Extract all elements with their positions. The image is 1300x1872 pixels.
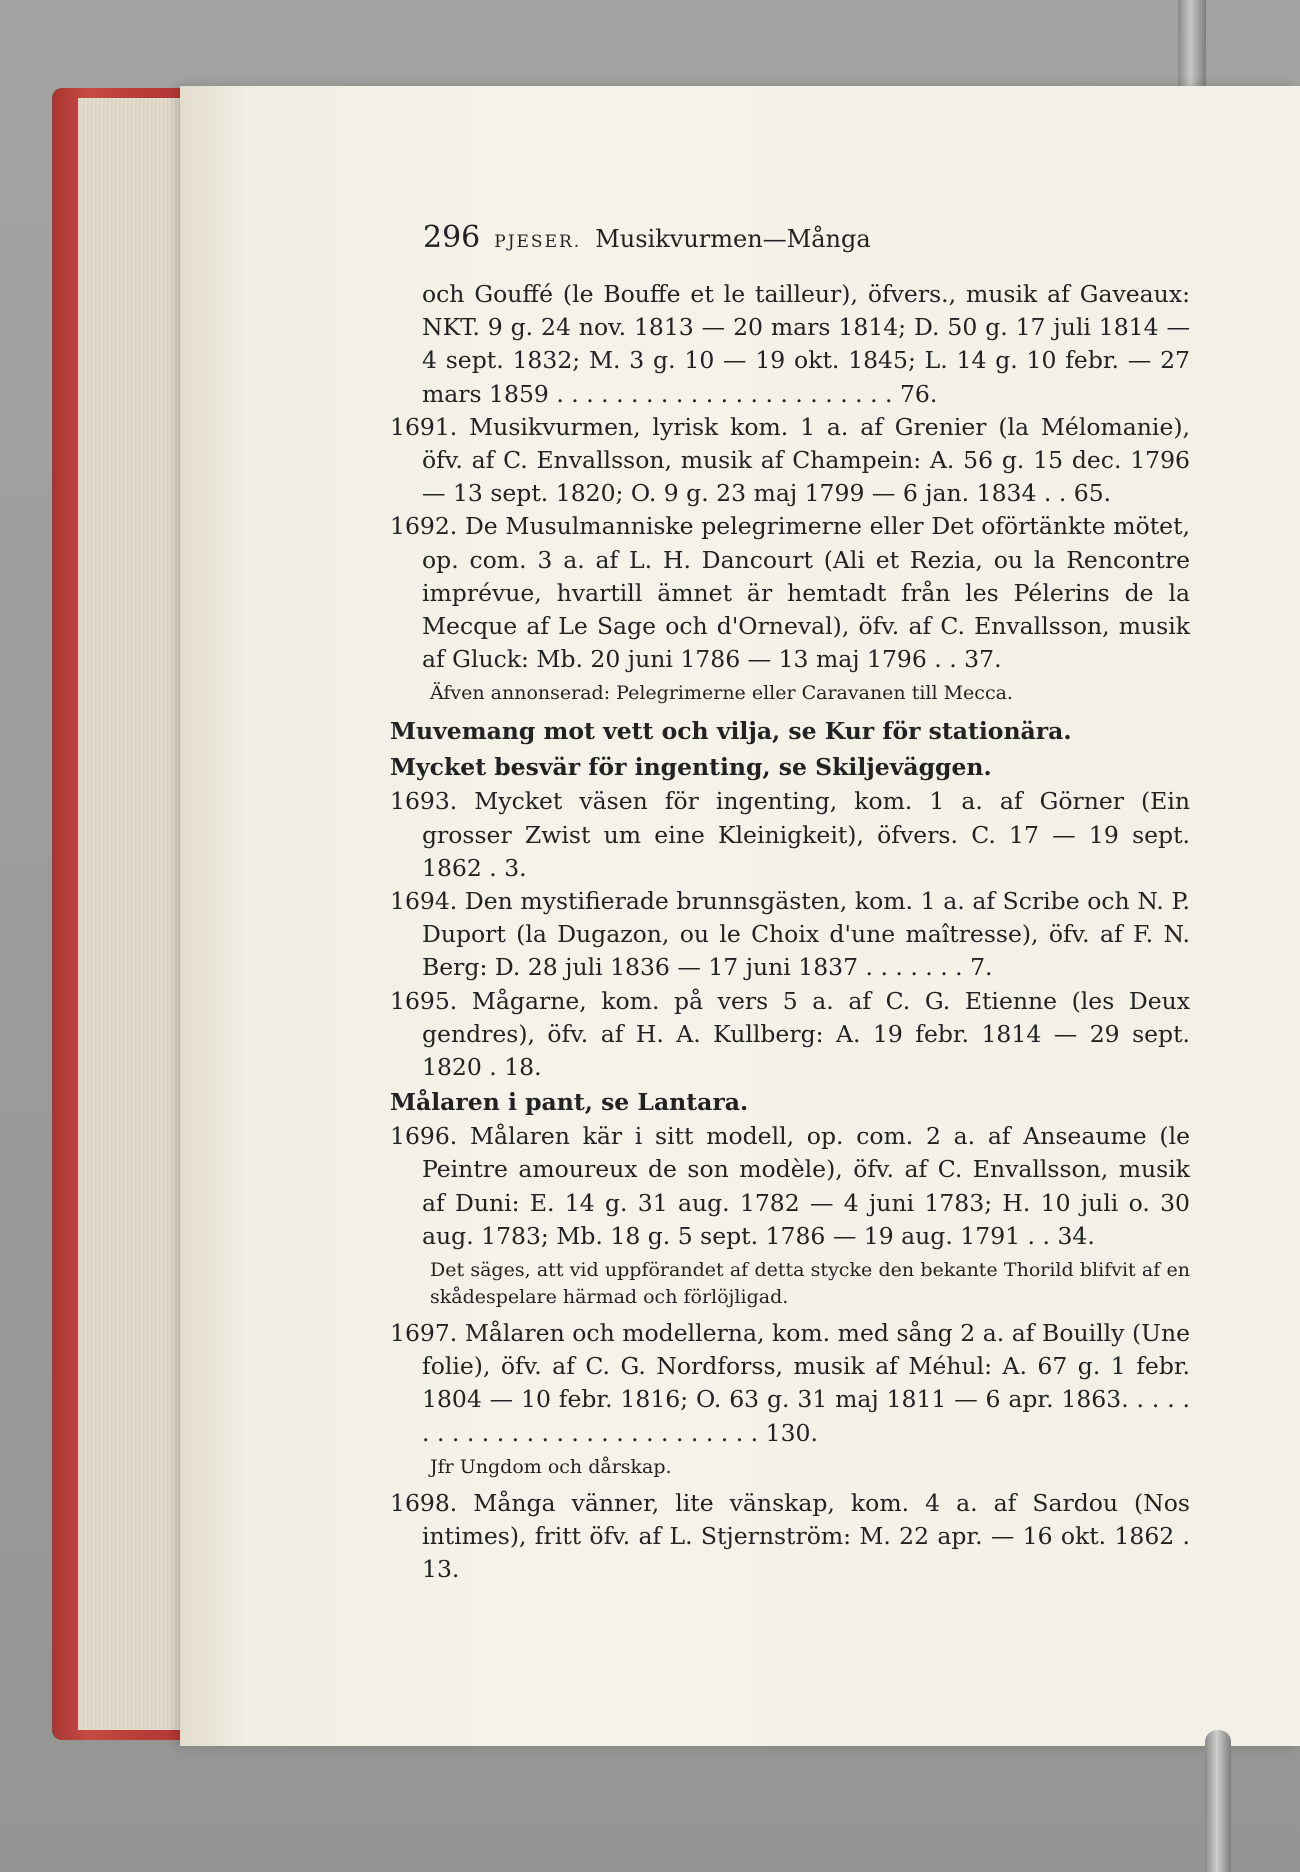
cross-reference: Mycket besvär för ingenting, se Skiljeväggen. (390, 753, 992, 782)
page-header (423, 220, 1190, 264)
page-number: 296 (423, 220, 481, 255)
entry-1694: 1694. Den mystifierade brunnsgästen, kom. 1 a. af Scribe och N. P. Duport (la Dugazon, ou le Choix d'une maîtresse), öfv. af F. N. Berg: D. 28 juli 1836 — 17 juni 1837 . . . . . . . 7. (390, 887, 1190, 982)
entry-1693: 1693. Mycket väsen för ingenting, kom. 1 a. af Görner (Ein grosser Zwist um eine Kleinigkeit), öfvers. C. 17 — 19 sept. 1862 . 3. (390, 787, 1190, 882)
entry-1690-continued: och Gouffé (le Bouffe et le tailleur), öfvers., musik af Gaveaux: NKT. 9 g. 24 nov. 1813 — 20 mars 1814; D. 50 g. 17 juli 1814 — 4 sept. 1832; M. 3 g. 10 — 19 okt. 1845; L. 14 g. 10 febr. — 27 mars 1859 . . . . . . . . . . . . . . . . . . . . . . . 76. (422, 280, 1190, 408)
cross-reference: Muvemang mot vett och vilja, se Kur för stationära. (390, 717, 1072, 746)
running-head-range: Musikvurmen—Många (595, 225, 871, 253)
running-head-section: PJESER. (494, 232, 582, 252)
entry-1697: 1697. Målaren och modellerna, kom. med sång 2 a. af Bouilly (Une folie), öfv. af C. G. Nordforss, musik af Méhul: A. 67 g. 1 febr. 1804 — 10 febr. 1816; O. 63 g. 31 maj 1811 — 6 apr. 1863. . . . . . . . . . . . . . . . . . . . . . . . . . . . 130. (390, 1319, 1190, 1447)
page-edges (78, 98, 188, 1730)
entry-1696: 1696. Målaren kär i sitt modell, op. com. 2 a. af Anseaume (le Peintre amoureux de son modèle), öfv. af C. Envallsson, musik af Duni: E. 14 g. 31 aug. 1782 — 4 juni 1783; H. 10 juli o. 30 aug. 1783; Mb. 18 g. 5 sept. 1786 — 19 aug. 1791 . . 34. (390, 1122, 1190, 1250)
page-text (390, 220, 1190, 1587)
cross-reference: Målaren i pant, se Lantara. (390, 1088, 749, 1117)
entry-1692: 1692. De Musulmanniske pelegrimerne eller Det oförtänkte mötet, op. com. 3 a. af L. H. Dancourt (Ali et Rezia, ou la Rencontre imprévue, hvartill ämnet är hemtadt från les Pélerins de la Mecque af Le Sage och d'Orneval), öfv. af C. Envallsson, musik af Gluck: Mb. 20 juni 1786 — 13 maj 1796 . . 37. (390, 512, 1190, 674)
note-1697: Jfr Ungdom och dårskap. (430, 1455, 672, 1478)
entry-1698: 1698. Många vänner, lite vänskap, kom. 4 a. af Sardou (Nos intimes), fritt öfv. af L. Stjernström: M. 22 apr. — 16 okt. 1862 . 13. (390, 1488, 1190, 1584)
entry-1691: 1691. Musikvurmen, lyrisk kom. 1 a. af Grenier (la Mélomanie), öfv. af C. Envallsson, musik af Champein: A. 56 g. 15 dec. 1796 — 13 sept. 1820; O. 9 g. 23 maj 1799 — 6 jan. 1834 . . 65. (390, 412, 1190, 508)
book-clip-bottom (1205, 1730, 1231, 1872)
entry-1695: 1695. Mågarne, kom. på vers 5 a. af C. G. Etienne (les Deux gendres), öfv. af H. A. Kullberg: A. 19 febr. 1814 — 29 sept. 1820 . 18. (390, 986, 1190, 1082)
note-1692: Äfven annonserad: Pelegrimerne eller Caravanen till Mecca. (430, 682, 1013, 705)
note-1696: Det säges, att vid uppförandet af detta stycke den bekante Thorild blifvit af en skådespelare härmad och förlöjligad. (430, 1259, 1190, 1309)
